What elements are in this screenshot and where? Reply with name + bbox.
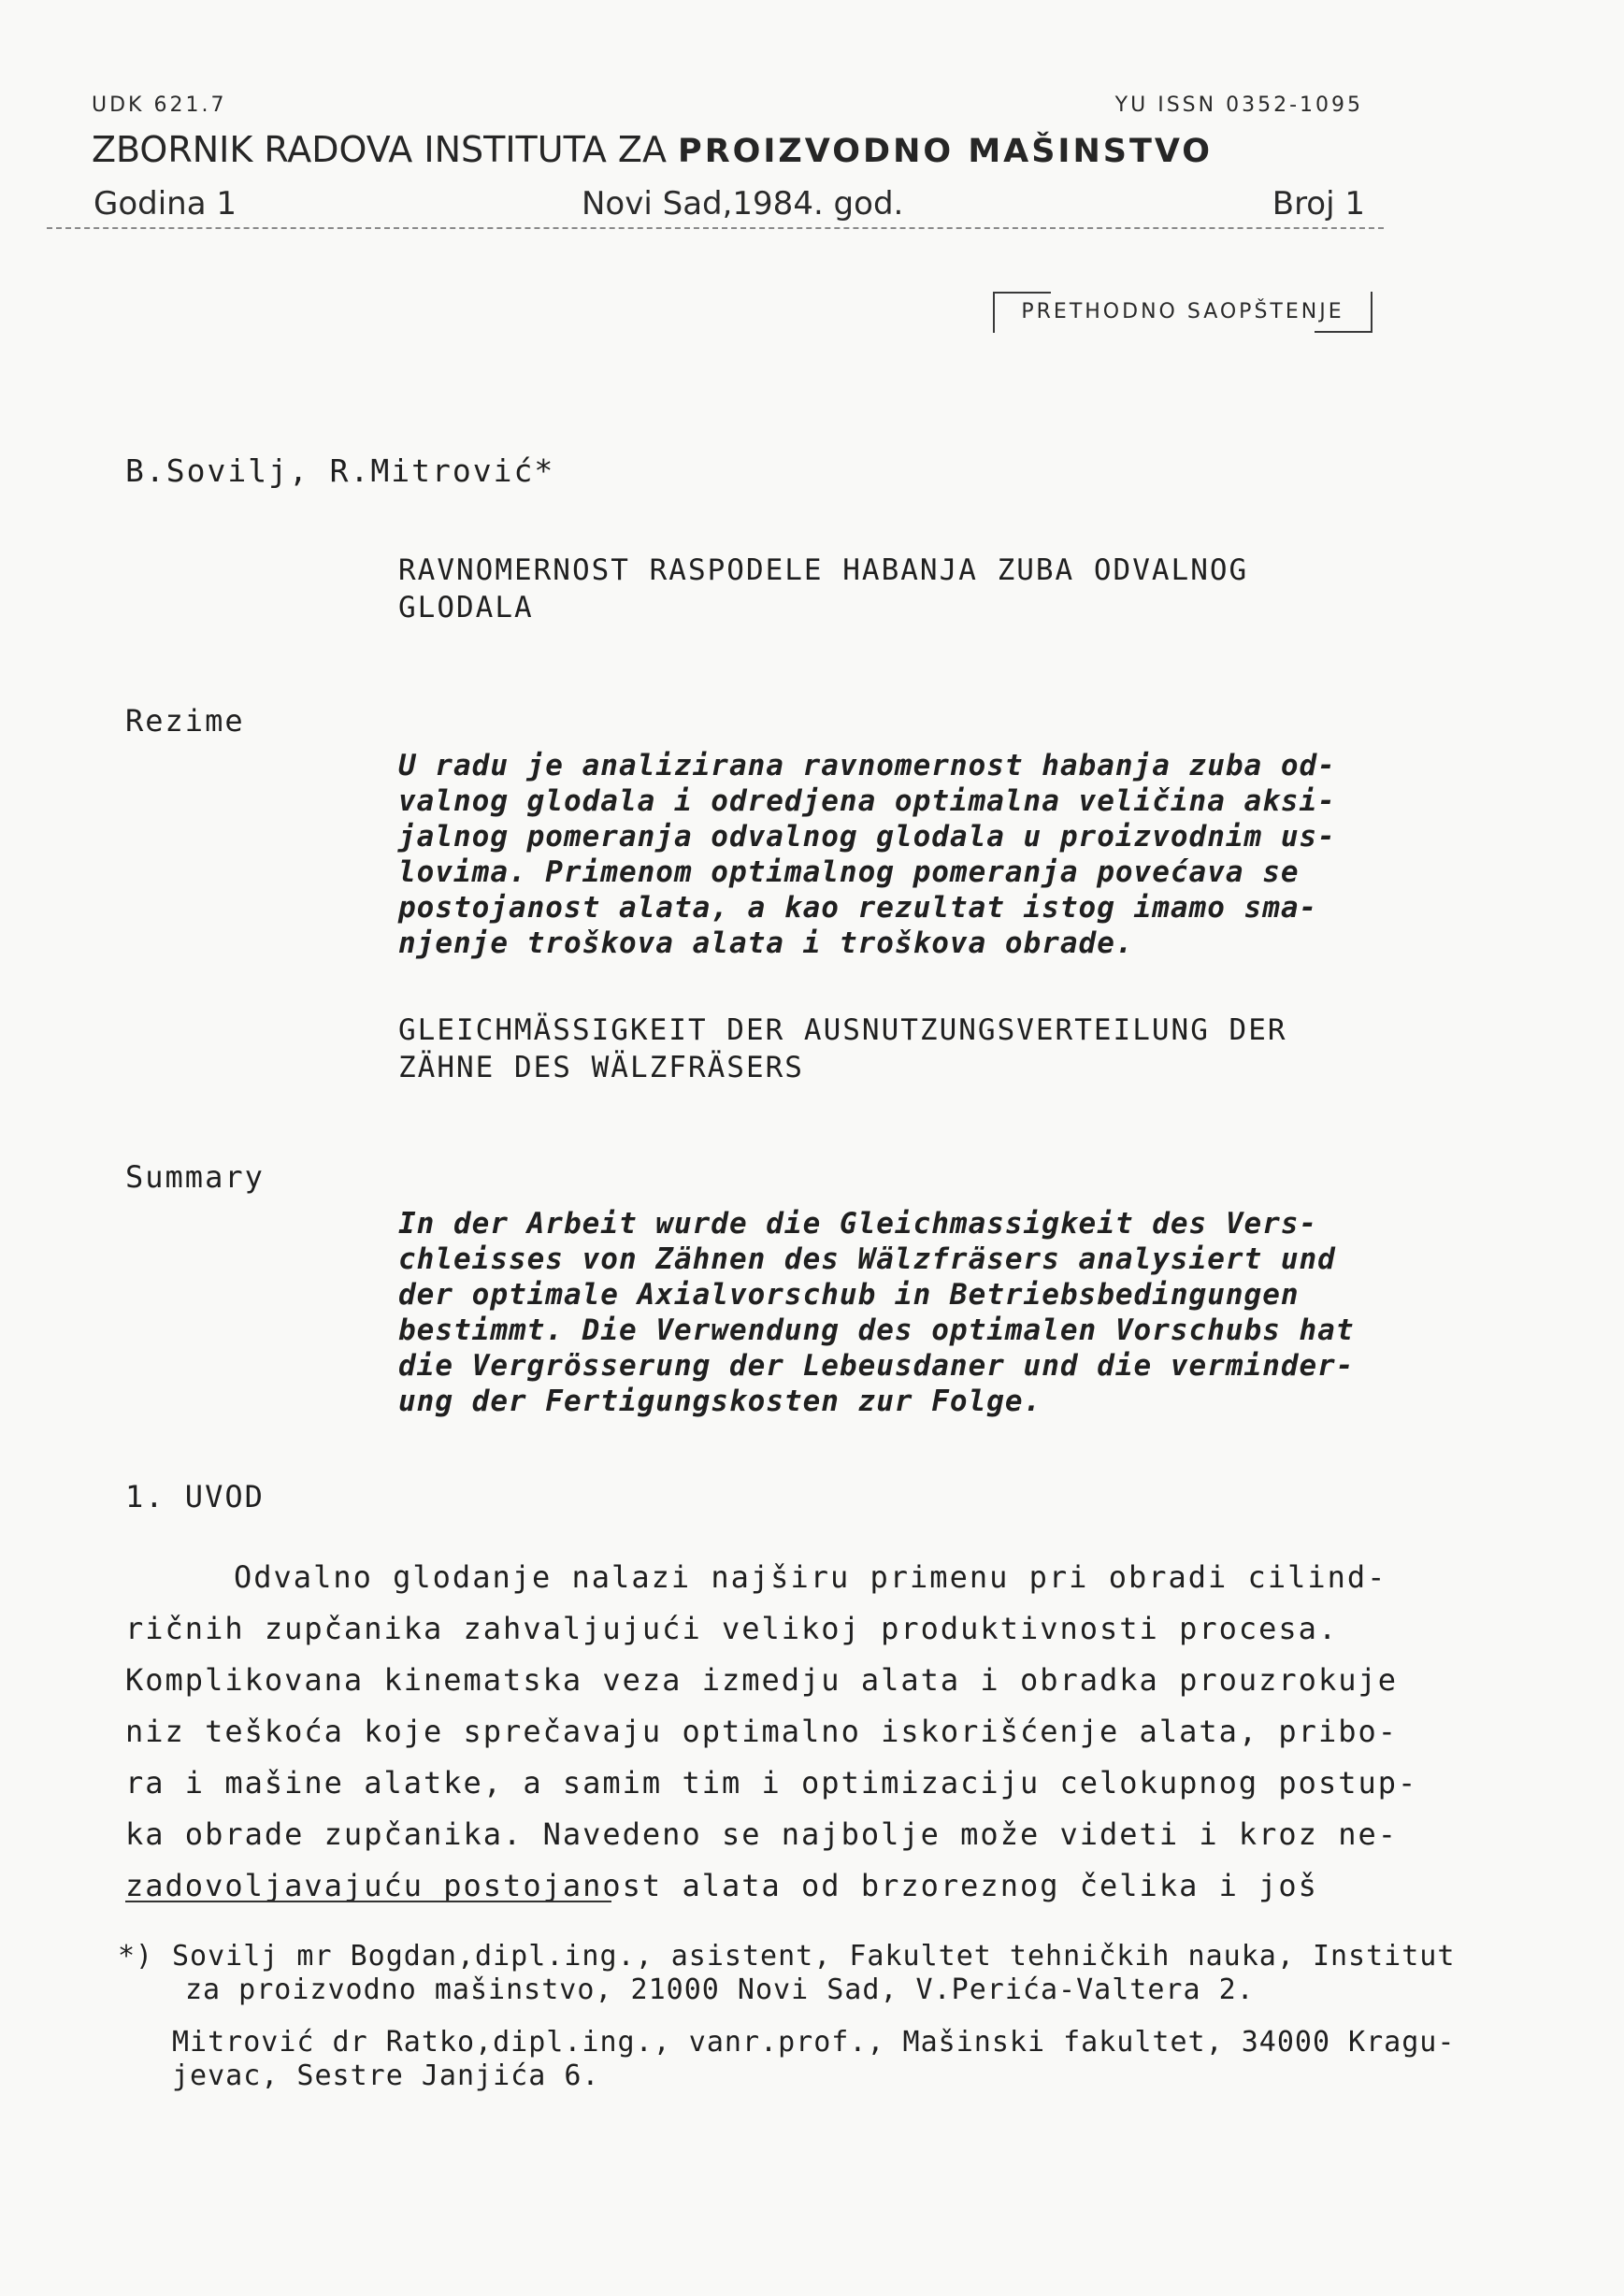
summary-line: In der Arbeit wurde die Gleichmassigkeit des Vers-: [398, 1207, 1318, 1241]
rezime-label: Rezime: [125, 703, 245, 739]
year-label: Godina 1: [93, 185, 237, 222]
section-heading: 1. UVOD: [125, 1479, 265, 1514]
footnote-divider: [125, 1901, 611, 1902]
paper-title-de: [398, 1012, 1427, 1086]
summary-line: chleisses von Zähnen des Wälzfräsers analysiert und: [398, 1242, 1336, 1276]
journal-title-bold: PROIZVODNO MAŠINSTVO: [678, 133, 1214, 170]
title-sr-line: GLODALA: [398, 591, 534, 624]
rezime-line: postojanost alata, a kao rezultat istog imamo sma-: [398, 891, 1318, 925]
paper-title-sr: [398, 552, 1427, 626]
body-line: ka obrade zupčanika. Navedeno se najbolje može videti i kroz ne-: [125, 1816, 1398, 1852]
rezime-line: njenje troškova alata i troškova obrade.: [398, 926, 1134, 960]
title-de-line: GLEICHMÄSSIGKEIT DER AUSNUTZUNGSVERTEILUNG DER: [398, 1013, 1287, 1047]
rezime-line: valnog glodala i odredjena optimalna veličina aksi-: [398, 784, 1336, 818]
issn-code: YU ISSN 0352-1095: [1114, 93, 1363, 117]
place-date: Novi Sad,1984. god.: [582, 185, 904, 222]
rezime-line: jalnog pomeranja odvalnog glodala u proizvodnim us-: [398, 820, 1336, 854]
summary-line: ung der Fertigungskosten zur Folge.: [398, 1385, 1042, 1418]
footnote-line: za proizvodno mašinstvo, 21000 Novi Sad, V.Perića-Valtera 2.: [185, 1973, 1255, 2006]
footnote-line: Sovilj mr Bogdan,dipl.ing., asistent, Fakultet tehničkih nauka, Institut: [172, 1940, 1456, 1973]
footnotes: [118, 1940, 1502, 2093]
summary-text: [398, 1206, 1492, 1419]
rezime-line: lovima. Primenom optimalnog pomeranja povećava se: [398, 855, 1300, 889]
summary-line: die Vergrösserung der Lebeusdaner und die verminder-: [398, 1349, 1355, 1383]
authors: B.Sovilj, R.Mitrović*: [125, 452, 555, 489]
rezime-text: [398, 748, 1492, 961]
footnote-author-2: [118, 2026, 1502, 2093]
title-sr-line: RAVNOMERNOST RASPODELE HABANJA ZUBA ODVALNOG: [398, 553, 1249, 587]
footnote-author-1: [118, 1940, 1502, 2007]
summary-line: bestimmt. Die Verwendung des optimalen Vorschubs hat: [398, 1313, 1355, 1347]
journal-issue-line: [92, 185, 1372, 228]
summary-line: der optimale Axialvorschub in Betriebsbedingungen: [398, 1278, 1300, 1312]
journal-title-prefix: ZBORNIK RADOVA INSTITUTA ZA: [92, 129, 667, 170]
header-divider: [47, 227, 1384, 229]
body-line: ričnih zupčanika zahvaljujući velikoj produktivnosti procesa.: [125, 1611, 1339, 1646]
header-identifiers: [92, 93, 1363, 122]
body-line: ra i mašine alatke, a samim tim i optimizaciju celokupnog postup-: [125, 1765, 1418, 1801]
rezime-line: U radu je analizirana ravnomernost habanja zuba od-: [398, 749, 1336, 782]
footnote-line: Mitrović dr Ratko,dipl.ing., vanr.prof., Mašinski fakultet, 34000 Kragu-: [172, 2026, 1456, 2059]
body-line: Komplikovana kinematska veza izmedju alata i obradka prouzrokuje: [125, 1662, 1398, 1698]
category-stamp: PRETHODNO SAOPŠTENJE: [993, 292, 1372, 333]
title-de-line: ZÄHNE DES WÄLZFRÄSERS: [398, 1051, 804, 1084]
footnote-mark: *): [118, 1940, 154, 1973]
issue-number: Broj 1: [1272, 185, 1365, 222]
body-text: [125, 1552, 1509, 1912]
footnote-line: jevac, Sestre Janjića 6.: [172, 2059, 600, 2092]
journal-title: [92, 129, 1363, 170]
udk-code: UDK 621.7: [92, 93, 227, 117]
body-line: zadovoljavajuću postojanost alata od brzoreznog čelika i još: [125, 1868, 1318, 1903]
body-line: Odvalno glodanje nalazi najširu primenu pri obradi cilind-: [234, 1559, 1387, 1595]
body-line: niz teškoća koje sprečavaju optimalno iskorišćenje alata, pribo-: [125, 1714, 1398, 1749]
summary-label: Summary: [125, 1159, 265, 1195]
